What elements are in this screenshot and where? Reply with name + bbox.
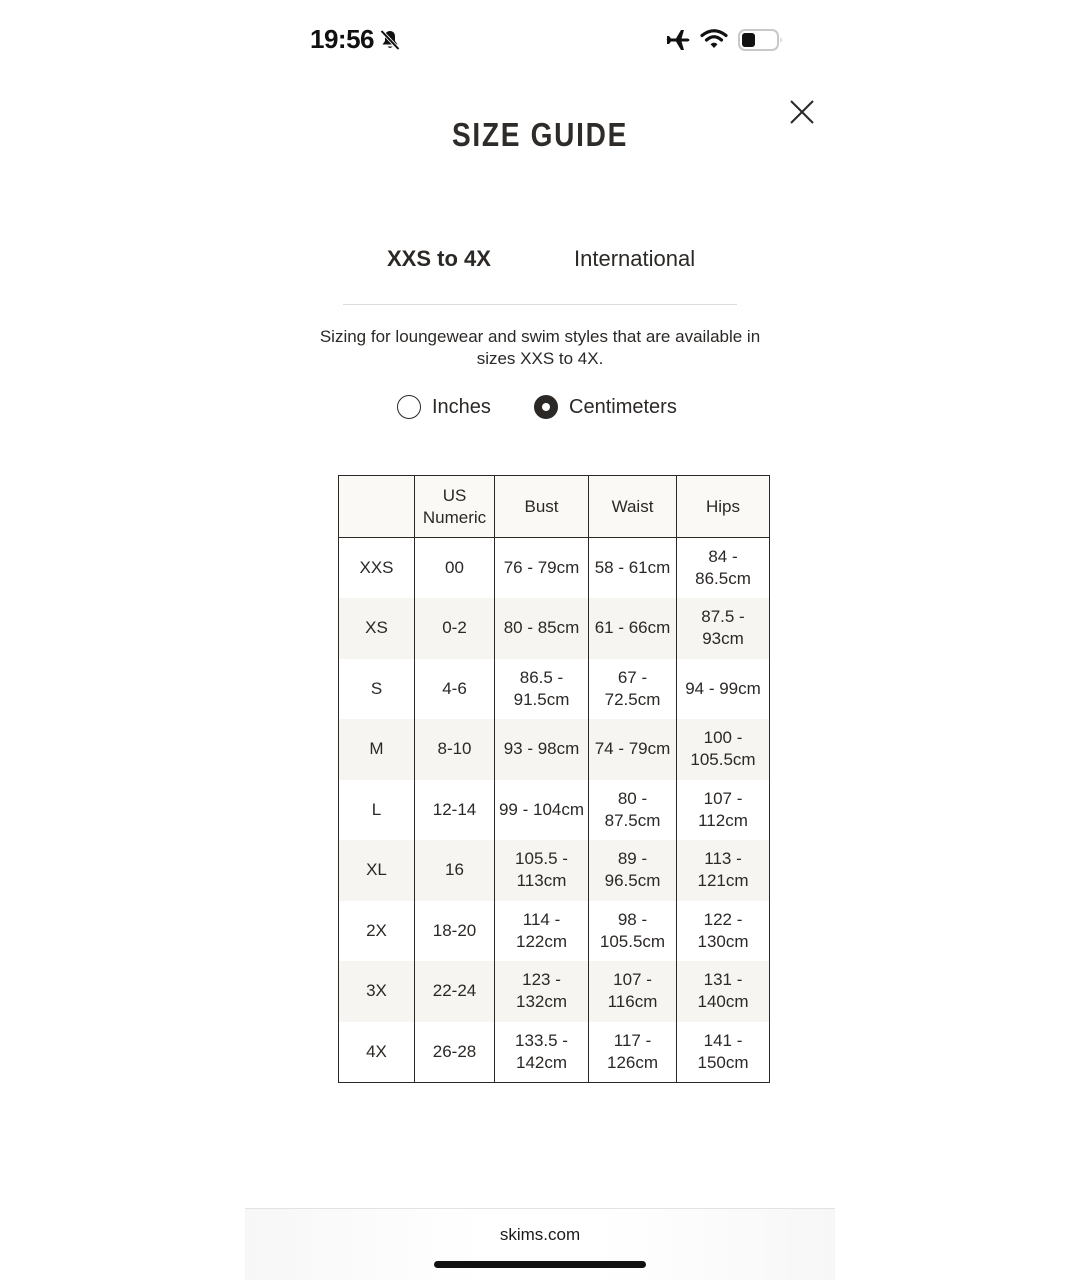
- size-tabs: [343, 240, 737, 305]
- tab-international[interactable]: International: [574, 246, 696, 271]
- header-bust: Bust: [495, 476, 589, 538]
- cell-bust: 80 - 85cm: [495, 598, 589, 659]
- cell-bust: 114 - 122cm: [495, 901, 589, 962]
- cell-size: L: [339, 780, 415, 841]
- table-row: [339, 598, 770, 659]
- table-row: [339, 719, 770, 780]
- cell-hips: 113 - 121cm: [677, 840, 770, 901]
- cell-waist: 61 - 66cm: [589, 598, 677, 659]
- cell-hips: 100 - 105.5cm: [677, 719, 770, 780]
- radio-inches[interactable]: [397, 392, 491, 422]
- cell-bust: 99 - 104cm: [495, 780, 589, 841]
- cell-waist: 117 - 126cm: [589, 1022, 677, 1083]
- cell-waist: 74 - 79cm: [589, 719, 677, 780]
- battery-icon: [738, 29, 784, 56]
- header-waist: Waist: [589, 476, 677, 538]
- bell-slash-icon: [378, 28, 402, 57]
- cell-hips: 141 - 150cm: [677, 1022, 770, 1083]
- cell-bust: 123 - 132cm: [495, 961, 589, 1022]
- cell-size: XL: [339, 840, 415, 901]
- cell-us-numeric: 26-28: [415, 1022, 495, 1083]
- radio-centimeters-label: Centimeters: [569, 395, 677, 418]
- cell-us-numeric: 8-10: [415, 719, 495, 780]
- header-size: [339, 476, 415, 538]
- url-domain[interactable]: skims.com: [499, 1225, 581, 1244]
- cell-hips: 122 - 130cm: [677, 901, 770, 962]
- cell-size: 4X: [339, 1022, 415, 1083]
- cell-hips: 84 - 86.5cm: [677, 538, 770, 599]
- radio-inches-circle[interactable]: [397, 395, 421, 419]
- cell-size: S: [339, 659, 415, 720]
- table-row: [339, 780, 770, 841]
- cell-waist: 80 - 87.5cm: [589, 780, 677, 841]
- cell-hips: 131 - 140cm: [677, 961, 770, 1022]
- cell-hips: 87.5 - 93cm: [677, 598, 770, 659]
- cell-waist: 89 - 96.5cm: [589, 840, 677, 901]
- cell-us-numeric: 22-24: [415, 961, 495, 1022]
- table-row: [339, 659, 770, 720]
- tab-xxs-to-4x[interactable]: XXS to 4X: [387, 246, 491, 271]
- table-row: [339, 538, 770, 599]
- cell-waist: 98 - 105.5cm: [589, 901, 677, 962]
- radio-centimeters[interactable]: [534, 392, 677, 422]
- cell-us-numeric: 16: [415, 840, 495, 901]
- cell-bust: 133.5 - 142cm: [495, 1022, 589, 1083]
- cell-bust: 86.5 - 91.5cm: [495, 659, 589, 720]
- size-description: Sizing for loungewear and swim styles that are available in sizes XXS to 4X.: [319, 327, 761, 368]
- cell-hips: 94 - 99cm: [677, 659, 770, 720]
- status-time: 19:56: [310, 24, 374, 54]
- table-row: [339, 1022, 770, 1083]
- cell-size: 3X: [339, 961, 415, 1022]
- radio-centimeters-circle[interactable]: [534, 395, 558, 419]
- wifi-icon: [700, 28, 728, 55]
- cell-us-numeric: 4-6: [415, 659, 495, 720]
- cell-bust: 93 - 98cm: [495, 719, 589, 780]
- unit-selector: [0, 392, 1080, 422]
- cell-us-numeric: 18-20: [415, 901, 495, 962]
- header-us-numeric: US Numeric: [415, 476, 495, 538]
- size-chart-table: [338, 475, 770, 1083]
- radio-inches-label: Inches: [432, 395, 491, 418]
- cell-hips: 107 - 112cm: [677, 780, 770, 841]
- cell-us-numeric: 00: [415, 538, 495, 599]
- page-title: SIZE GUIDE: [452, 116, 628, 153]
- cell-us-numeric: 12-14: [415, 780, 495, 841]
- cell-us-numeric: 0-2: [415, 598, 495, 659]
- table-row: [339, 840, 770, 901]
- cell-waist: 107 - 116cm: [589, 961, 677, 1022]
- browser-bar-divider: [245, 1208, 835, 1209]
- cell-waist: 58 - 61cm: [589, 538, 677, 599]
- cell-size: M: [339, 719, 415, 780]
- cell-bust: 76 - 79cm: [495, 538, 589, 599]
- home-indicator[interactable]: [434, 1261, 646, 1268]
- airplane-icon: [665, 28, 693, 57]
- cell-bust: 105.5 - 113cm: [495, 840, 589, 901]
- cell-waist: 67 - 72.5cm: [589, 659, 677, 720]
- table-header-row: [339, 476, 770, 538]
- table-row: [339, 901, 770, 962]
- table-row: [339, 961, 770, 1022]
- cell-size: 2X: [339, 901, 415, 962]
- header-hips: Hips: [677, 476, 770, 538]
- cell-size: XXS: [339, 538, 415, 599]
- cell-size: XS: [339, 598, 415, 659]
